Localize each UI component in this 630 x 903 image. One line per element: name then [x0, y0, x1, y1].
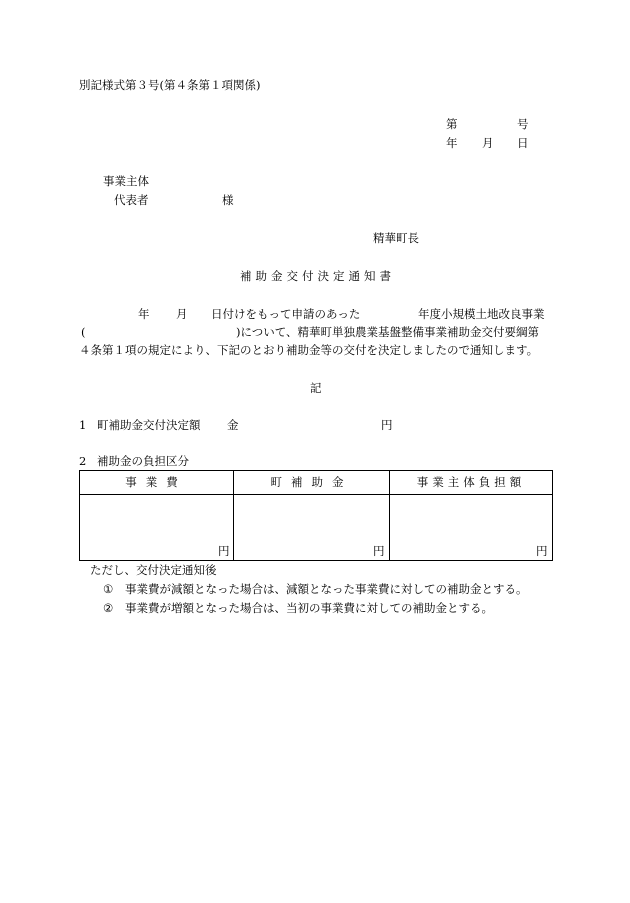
date-day-label: 日 [517, 136, 529, 150]
table-header-town-subsidy: 町補助金 [270, 475, 353, 489]
burden-table [79, 470, 553, 561]
note-mark-1: ① [103, 582, 114, 596]
item1-label: 町補助金交付決定額 [97, 418, 201, 432]
table-cell-project-cost-unit: 円 [218, 544, 230, 558]
table-cell-entity-burden-unit: 円 [536, 544, 548, 558]
item1-yen-unit: 円 [381, 418, 393, 432]
document-number-suffix: 号 [517, 117, 529, 131]
note-text-2: 事業費が増額となった場合は、当初の事業費に対しての補助金とする。 [125, 601, 493, 615]
date-month-label: 月 [482, 136, 494, 150]
body-year-label: 年 [138, 307, 150, 321]
body-paren-open: ( [81, 325, 86, 339]
body-month-label: 月 [176, 307, 188, 321]
note-text-1: 事業費が減額となった場合は、減額となった事業費に対しての補助金とする。 [125, 582, 528, 596]
note-mark-2: ② [103, 601, 114, 615]
date-year-label: 年 [446, 136, 458, 150]
addressee-entity: 事業主体 [103, 174, 149, 188]
notes-heading: ただし、交付決定通知後 [90, 563, 217, 577]
body-project-name: 年度小規模土地改良事業 [418, 307, 545, 321]
table-header-entity-burden: 事業主体負担額 [416, 475, 526, 489]
item1-kin: 金 [227, 418, 239, 432]
ki-heading: 記 [310, 381, 322, 395]
item2-number: 2 [79, 454, 87, 468]
table-header-project-cost: 事業費 [125, 475, 187, 489]
issuer: 精華町長 [373, 231, 419, 245]
body-line3-text: ４条第１項の規定により、下記のとおり補助金等の交付を決定しましたので通知します。 [79, 343, 539, 357]
body-line1-text: 日付けをもって申請のあった [211, 307, 361, 321]
form-number: 別記様式第３号(第４条第１項関係) [79, 78, 261, 92]
addressee-representative: 代表者 [114, 193, 149, 207]
item2-label: 補助金の負担区分 [97, 454, 189, 468]
item1-number: 1 [79, 418, 87, 432]
addressee-honorific: 様 [222, 193, 234, 207]
document-number-prefix: 第 [446, 117, 458, 131]
body-line2-text: )について、精華町単独農業基盤整備事業補助金交付要綱第 [236, 325, 540, 339]
document-title: 補助金交付決定通知書 [240, 269, 395, 283]
table-cell-town-subsidy-unit: 円 [373, 544, 385, 558]
